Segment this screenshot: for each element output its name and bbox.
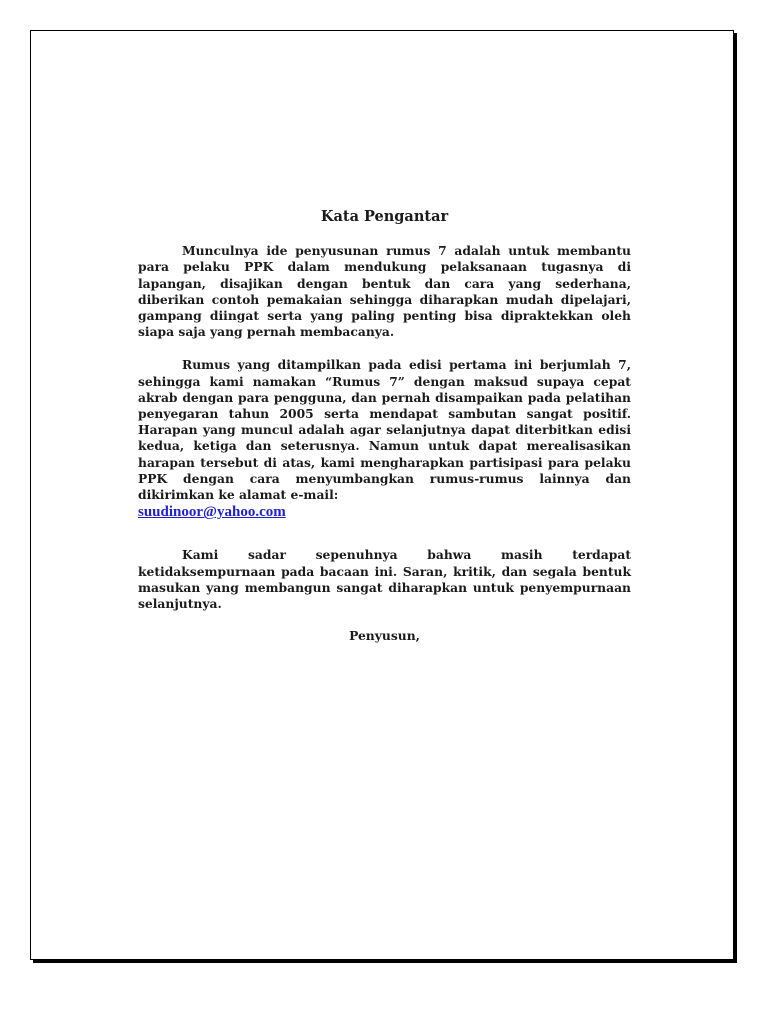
document-title: Kata Pengantar	[320, 208, 449, 225]
signature: Penyusun,	[349, 628, 420, 644]
paragraph-closing: Kami sadar sepenuhnya bahwa masih terdapat ketidaksempurnaan pada bacaan ini. Saran, kritik, dan segala bentuk masukan yang membangun sangat diharapkan untuk penyempurnaan selanjutnya.	[138, 547, 631, 612]
paragraph-rumus: Rumus yang ditampilkan pada edisi pertama ini berjumlah 7, sehingga kami namakan “Rumus 7” dengan maksud supaya cepat akrab dengan para pengguna, dan pernah disampaikan pada pelatihan penyegaran tahun 2005 serta mendapat sambutan sangat positif. Harapan yang muncul adalah agar selanjutnya dapat diterbitkan edisi kedua, ketiga dan seterusnya. Namun untuk dapat merealisasikan harapan tersebut di atas, kami mengharapkan partisipasi para pelaku PPK dengan cara menyumbangkan rumus-rumus lainnya dan dikirimkan ke alamat e-mail:	[138, 357, 631, 503]
email-line	[138, 503, 631, 547]
document-page	[30, 30, 734, 960]
paragraph-intro: Munculnya ide penyusunan rumus 7 adalah untuk membantu para pelaku PPK dalam mendukung pelaksanaan tugasnya di lapangan, disajikan dengan bentuk dan cara yang sederhana, diberikan contoh pemakaian sehingga diharapkan mudah dipelajari, gampang diingat serta yang paling penting bisa dipraktekkan oleh siapa saja yang pernah membacanya.	[138, 243, 631, 340]
email-link[interactable]: suudinoor@yahoo.com	[138, 504, 286, 521]
document-content	[138, 209, 631, 644]
